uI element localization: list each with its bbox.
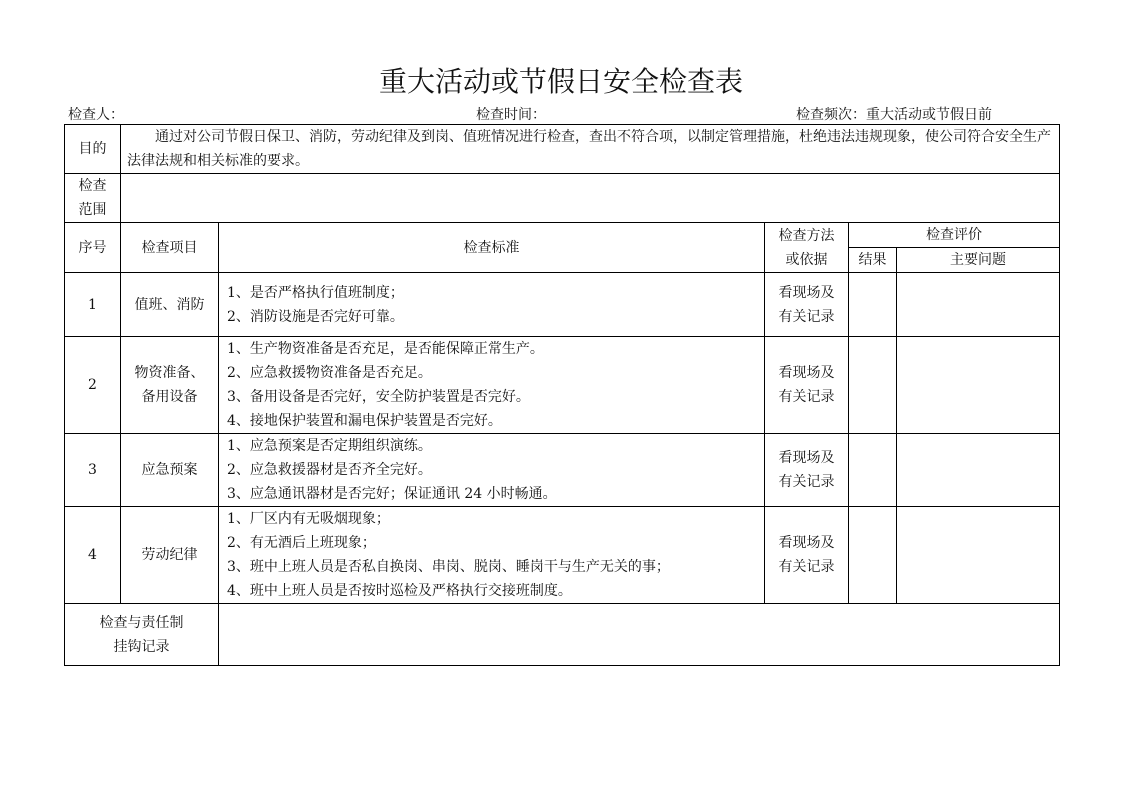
frequency-label: 检查频次：	[796, 107, 866, 123]
inspector-label: 检查人：	[68, 107, 124, 123]
header-row	[65, 223, 1060, 248]
table-row	[65, 434, 1060, 507]
scope-label: 检查 范围	[65, 174, 121, 223]
table-row	[65, 337, 1060, 434]
table-row	[65, 507, 1060, 604]
scope-row	[65, 174, 1060, 223]
purpose-label: 目的	[65, 125, 121, 174]
footer-field[interactable]	[219, 604, 1060, 666]
row-seq: 2	[65, 337, 121, 434]
header-evaluation: 检查评价	[849, 223, 1060, 248]
table-row	[65, 273, 1060, 337]
row-issue-field[interactable]	[897, 337, 1060, 434]
row-standards: 1、应急预案是否定期组织演练。 2、应急救援器材是否齐全完好。 3、应急通讯器材是否完好；保证通讯 24 小时畅通。	[219, 434, 765, 507]
header-standard: 检查标准	[219, 223, 765, 273]
row-seq: 3	[65, 434, 121, 507]
row-issue-field[interactable]	[897, 507, 1060, 604]
row-issue-field[interactable]	[897, 434, 1060, 507]
row-result-field[interactable]	[849, 434, 897, 507]
row-method: 看现场及 有关记录	[765, 273, 849, 337]
header-item: 检查项目	[121, 223, 219, 273]
footer-row	[65, 604, 1060, 666]
row-standards: 1、是否严格执行值班制度； 2、消防设施是否完好可靠。	[219, 273, 765, 337]
inspection-time-label: 检查时间：	[476, 107, 546, 123]
row-method: 看现场及 有关记录	[765, 337, 849, 434]
header-result: 结果	[849, 248, 897, 273]
page-title: 重大活动或节假日安全检查表	[378, 65, 743, 98]
row-result-field[interactable]	[849, 507, 897, 604]
row-standards: 1、生产物资准备是否充足，是否能保障正常生产。 2、应急救援物资准备是否充足。 3、备用设备是否完好，安全防护装置是否完好。 4、接地保护装置和漏电保护装置是否完好。	[219, 337, 765, 434]
row-method: 看现场及 有关记录	[765, 507, 849, 604]
header-seq: 序号	[65, 223, 121, 273]
inspection-table	[64, 124, 1060, 666]
row-item: 劳动纪律	[121, 507, 219, 604]
row-seq: 1	[65, 273, 121, 337]
purpose-row	[65, 125, 1060, 174]
row-item: 物资准备、 备用设备	[121, 337, 219, 434]
row-item: 应急预案	[121, 434, 219, 507]
footer-label: 检查与责任制 挂钩记录	[65, 604, 219, 666]
row-result-field[interactable]	[849, 273, 897, 337]
header-method: 检查方法 或依据	[765, 223, 849, 273]
frequency-value: 重大活动或节假日前	[866, 107, 992, 123]
row-issue-field[interactable]	[897, 273, 1060, 337]
row-item: 值班、消防	[121, 273, 219, 337]
row-method: 看现场及 有关记录	[765, 434, 849, 507]
purpose-text: 通过对公司节假日保卫、消防，劳动纪律及到岗、值班情况进行检查，查出不符合项，以制定管理措施，杜绝违法违规现象，使公司符合安全生产法律法规和相关标准的要求。	[121, 125, 1060, 174]
row-seq: 4	[65, 507, 121, 604]
header-main-issue: 主要问题	[897, 248, 1060, 273]
inspection-frequency	[796, 104, 992, 124]
scope-field[interactable]	[121, 174, 1060, 223]
row-result-field[interactable]	[849, 337, 897, 434]
row-standards: 1、厂区内有无吸烟现象； 2、有无酒后上班现象； 3、班中上班人员是否私自换岗、串岗、脱岗、睡岗干与生产无关的事； 4、班中上班人员是否按时巡检及严格执行交接班制度。	[219, 507, 765, 604]
